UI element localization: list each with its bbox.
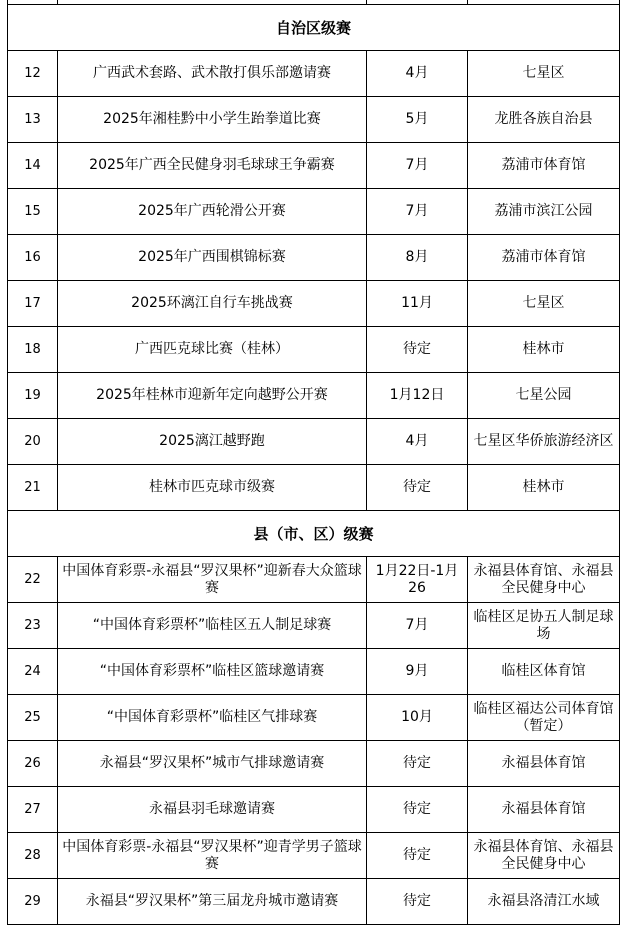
cell-event-name: 中国体育彩票-永福县“罗汉果杯”迎新春大众篮球赛 [57, 557, 366, 602]
table-row [7, 695, 620, 741]
cell-time: 待定 [366, 465, 467, 510]
table-row [7, 741, 620, 787]
cell-venue: 永福县体育馆、永福县全民健身中心 [467, 833, 620, 878]
cell-venue: 临桂区福达公司体育馆（暂定） [467, 695, 620, 740]
cell-venue: 荔浦市体育馆 [467, 235, 620, 280]
cell-event-name: “中国体育彩票杯”临桂区篮球邀请赛 [57, 649, 366, 694]
cell-number: 25 [7, 695, 57, 740]
cell-venue: 永福县洛清江水域 [467, 879, 620, 924]
cell-time: 8月 [366, 235, 467, 280]
cell-venue: 永福县体育馆、永福县全民健身中心 [467, 557, 620, 602]
cell-venue: 永福县体育馆 [467, 741, 620, 786]
cell-number: 20 [7, 419, 57, 464]
cell-time: 待定 [366, 327, 467, 372]
cell-time: 7月 [366, 143, 467, 188]
cell-event-name: 广西匹克球比赛（桂林） [57, 327, 366, 372]
cell-event-name: 2025环漓江自行车挑战赛 [57, 281, 366, 326]
section-header: 自治区级赛 [7, 5, 620, 51]
cell-number: 22 [7, 557, 57, 602]
cell-number: 27 [7, 787, 57, 832]
cell-event-name: 永福县“罗汉果杯”城市气排球邀请赛 [57, 741, 366, 786]
cell-venue: 桂林市 [467, 327, 620, 372]
table-row [7, 97, 620, 143]
cell-event-name: 永福县羽毛球邀请赛 [57, 787, 366, 832]
cell-venue: 荔浦市体育馆 [467, 143, 620, 188]
cell-event-name: 2025年湘桂黔中小学生跆拳道比赛 [57, 97, 366, 142]
cell-event-name: 2025年广西全民健身羽毛球球王争霸赛 [57, 143, 366, 188]
cell-event-name: “中国体育彩票杯”临桂区气排球赛 [57, 695, 366, 740]
cell-event-name: 2025年桂林市迎新年定向越野公开赛 [57, 373, 366, 418]
cell-number: 18 [7, 327, 57, 372]
cell-time: 4月 [366, 419, 467, 464]
section-header: 县（市、区）级赛 [7, 511, 620, 557]
table-body [7, 5, 620, 925]
table-row [7, 327, 620, 373]
cell-time: 待定 [366, 787, 467, 832]
table-row [7, 419, 620, 465]
cell-time: 10月 [366, 695, 467, 740]
cell-time: 待定 [366, 741, 467, 786]
table-row [7, 189, 620, 235]
cell-venue: 七星区 [467, 51, 620, 96]
cell-event-name: 中国体育彩票-永福县“罗汉果杯”迎青学男子篮球赛 [57, 833, 366, 878]
cell-venue: 七星区华侨旅游经济区 [467, 419, 620, 464]
cell-number: 23 [7, 603, 57, 648]
table-row [7, 649, 620, 695]
table-row [7, 373, 620, 419]
table-row [7, 603, 620, 649]
cell-venue: 七星区 [467, 281, 620, 326]
cell-number: 13 [7, 97, 57, 142]
table-row [7, 281, 620, 327]
cell-venue: 七星公园 [467, 373, 620, 418]
table-row [7, 879, 620, 925]
cell-event-name: 2025漓江越野跑 [57, 419, 366, 464]
cell-time: 7月 [366, 189, 467, 234]
cell-number: 28 [7, 833, 57, 878]
cell-venue: 永福县体育馆 [467, 787, 620, 832]
cell-number: 16 [7, 235, 57, 280]
cell-venue: 龙胜各族自治县 [467, 97, 620, 142]
cell-venue: 临桂区足协五人制足球场 [467, 603, 620, 648]
cell-time: 9月 [366, 649, 467, 694]
cell-event-name: 广西武术套路、武术散打俱乐部邀请赛 [57, 51, 366, 96]
cell-venue: 临桂区体育馆 [467, 649, 620, 694]
cell-number: 29 [7, 879, 57, 924]
cell-time: 待定 [366, 833, 467, 878]
table-row [7, 557, 620, 603]
table-row [7, 143, 620, 189]
cell-number: 14 [7, 143, 57, 188]
cell-event-name: 桂林市匹克球市级赛 [57, 465, 366, 510]
cell-number: 15 [7, 189, 57, 234]
cell-time: 1月22日-1月26 [366, 557, 467, 602]
cell-event-name: 2025年广西围棋锦标赛 [57, 235, 366, 280]
cell-number: 24 [7, 649, 57, 694]
cell-number: 26 [7, 741, 57, 786]
cell-number: 19 [7, 373, 57, 418]
cell-event-name: 永福县“罗汉果杯”第三届龙舟城市邀请赛 [57, 879, 366, 924]
cell-time: 7月 [366, 603, 467, 648]
cell-number: 17 [7, 281, 57, 326]
cell-venue: 桂林市 [467, 465, 620, 510]
cell-number: 21 [7, 465, 57, 510]
cell-time: 11月 [366, 281, 467, 326]
table-row [7, 787, 620, 833]
table-row [7, 465, 620, 511]
cell-event-name: “中国体育彩票杯”临桂区五人制足球赛 [57, 603, 366, 648]
cell-number: 12 [7, 51, 57, 96]
table-row [7, 235, 620, 281]
table-row [7, 833, 620, 879]
cell-time: 5月 [366, 97, 467, 142]
cell-venue: 荔浦市滨江公园 [467, 189, 620, 234]
table-row [7, 51, 620, 97]
cell-time: 待定 [366, 879, 467, 924]
event-table [7, 0, 620, 925]
cell-time: 1月12日 [366, 373, 467, 418]
cell-event-name: 2025年广西轮滑公开赛 [57, 189, 366, 234]
cell-time: 4月 [366, 51, 467, 96]
